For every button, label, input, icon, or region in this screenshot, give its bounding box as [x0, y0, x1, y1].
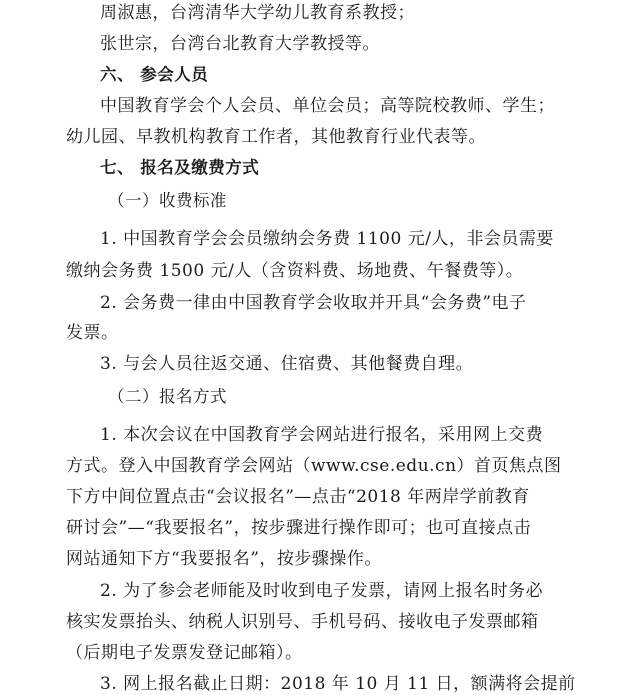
text-line: 2. 为了参会老师能及时收到电子发票，请网上报名时务必 — [100, 581, 544, 601]
text-line: 下方中间位置点击“会议报名”—点击“2018 年两岸学前教育 — [66, 487, 530, 507]
text-line: 研讨会”—“我要报名”，按步骤进行操作即可；也可直接点击 — [66, 518, 532, 538]
text-line: （后期电子发票发登记邮箱）。 — [66, 643, 303, 663]
text-line: 1. 中国教育学会会员缴纳会务费 1100 元/人，非会员需要 — [100, 229, 554, 249]
subsection-heading: （二）报名方式 — [108, 387, 227, 406]
text-line: 方式。登入中国教育学会网站（www.cse.edu.cn）首页焦点图 — [66, 456, 562, 476]
text-line: 中国教育学会个人会员、单位会员；高等院校教师、学生； — [100, 96, 555, 116]
subsection-heading: （一）收费标准 — [108, 191, 227, 210]
text-line: 网站通知下方“我要报名”，按步骤操作。 — [66, 549, 382, 569]
text-line: 幼儿园、早教机构教育工作者，其他教育行业代表等。 — [66, 127, 486, 147]
text-line: 3. 与会人员往返交通、住宿费、其他餐费自理。 — [100, 354, 474, 374]
section-heading: 七、 报名及缴费方式 — [100, 158, 260, 177]
text-line: 缴纳会务费 1500 元/人（含资料费、场地费、午餐费等）。 — [66, 261, 524, 281]
text-line: 2. 会务费一律由中国教育学会收取并开具“会务费”电子 — [100, 293, 527, 313]
text-line: 核实发票抬头、纳税人识别号、手机号码、接收电子发票邮箱 — [66, 612, 539, 632]
text-line: 3. 网上报名截止日期：2018 年 10 月 11 日，额满将会提前 — [100, 674, 576, 694]
text-line: 周淑惠，台湾清华大学幼儿教育系教授； — [100, 3, 415, 23]
text-line: 发票。 — [66, 323, 119, 343]
text-line: 张世宗，台湾台北教育大学教授等。 — [100, 34, 380, 54]
section-heading: 六、 参会人员 — [100, 65, 209, 84]
text-line: 1. 本次会议在中国教育学会网站进行报名，采用网上交费 — [100, 425, 544, 445]
